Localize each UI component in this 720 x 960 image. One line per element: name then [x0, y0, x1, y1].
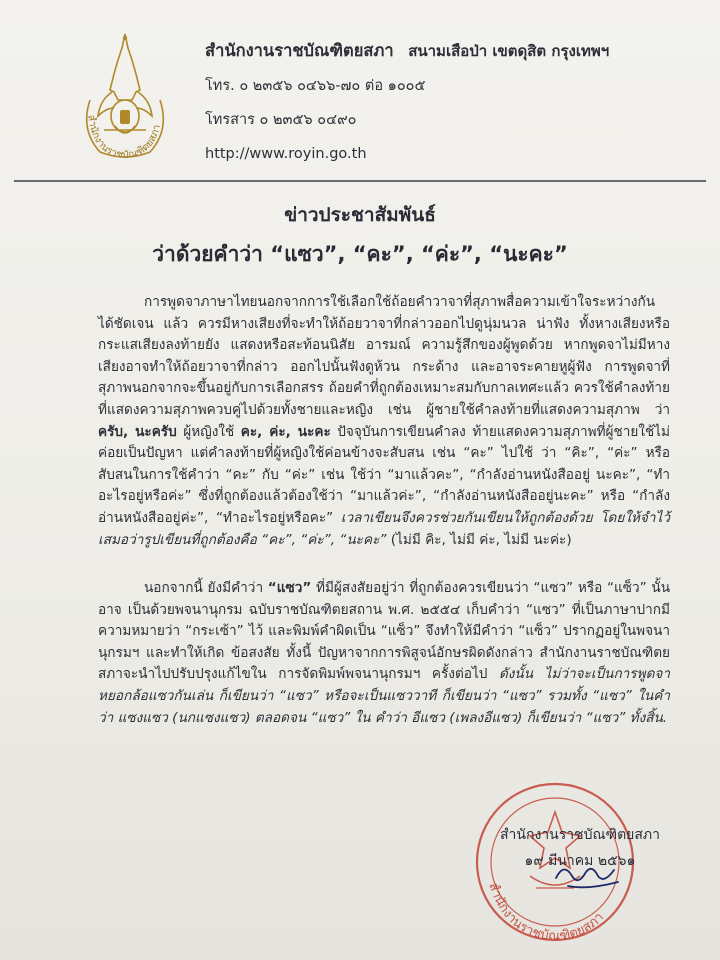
- p2-text-2: ที่มีผู้สงสัยอยู่ว่า ที่ถูกต้องควรเขียนว่า “แซว” หรือ “แซ็ว” นั้น อาจ เป็นด้วยพจนานุกรม ฉบับราชบัณฑิตยสถาน พ.ศ. ๒๕๕๔ เก็บคำว่า “แซว” ที่เป็นภาษาปากมีความหมายว่า “กระเซ้า” ไว้ และพิมพ์คำผิดเป็น “แซ็ว” จึงทำให้มีคำว่า “แซ็ว” ปรากฏอยู่ในพจนานุกรมฯ และทำให้เกิด ข้อสงสัย ทั้งนี้ ปัญหาจากการพิสูจน์อักษรผิดดังกล่าว สำนักงานราชบัณฑิตยสภาจะนำไปปรับปรุงแก้ไขใน การจัดพิมพ์พจนานุกรมฯ ครั้งต่อไป: [98, 580, 671, 683]
- p1-text-4: (ไม่มี คิะ, ไม่มี ค่ะ, ไม่มี นะค่ะ): [386, 531, 572, 548]
- document-title: ข่าวประชาสัมพันธ์: [284, 204, 436, 226]
- handwritten-signature: [548, 842, 628, 902]
- header-divider: [14, 180, 706, 182]
- royal-institute-logo: [70, 30, 180, 160]
- paragraph-1: [98, 292, 670, 551]
- org-name: สำนักงานราชบัณฑิตยสภา: [205, 41, 394, 60]
- p1-text-3: ปัจจุบันการเขียนคำลง ท้ายแสดงความสุภาพที่ผู้ชายใช้ไม่ค่อยเป็นปัญหา แต่คำลงท้ายที่ผู้หญิงใช้ค่อนข้างจะสับสน เช่น “คะ” ไปใช้ ว่า “คิะ”, “ค่ะ” หรือสับสนในการใช้คำว่า “คะ” กับ “ค่ะ” เช่น ใช้ว่า “มาแล้วคะ”, “กำลังอ่านหนังสืออยู่ นะคะ”, “ทำอะไรอยู่หรือค่ะ” ซึ่งที่ถูกต้องแล้วต้องใช้ว่า “มาแล้วค่ะ”, “กำลังอ่านหนังสืออยู่นะคะ” หรือ “กำลังอ่านหนังสืออยู่ค่ะ”, “ทำอะไรอยู่หรือคะ”: [98, 423, 670, 526]
- p1-bold-polite-female: คะ, ค่ะ, นะคะ: [240, 423, 331, 440]
- p1-bold-polite-male: ครับ, นะครับ: [98, 423, 177, 440]
- stamp-text: สำนักงานราชบัณฑิตยสภา: [485, 880, 608, 945]
- p1-text-2: ผู้หญิงใช้: [176, 423, 241, 440]
- p1-text-1: การพูดจาภาษาไทยนอกจากการใช้เลือกใช้ถ้อยคำวาจาที่สุภาพสื่อความเข้าใจระหว่างกันได้ชัดเจน แล้ว ควรมีหางเสียงที่จะทำให้ถ้อยวาจาที่กล่าวออกไปดูนุ่มนวล น่าฟัง ทั้งหางเสียงหรือกระแสเสียงลงท้ายยัง แสดงหรือสะท้อนนิสัย อารมณ์ ความรู้สึกของผู้พูดด้วย หากพูดจาไม่มีหางเสียงอาจทำให้ถ้อยวาจาที่กล่าว ออกไปนั้นฟังดูห้วน กระด้าง และอาจระคายหูผู้ฟัง การพูดจาที่สุภาพนอกจากจะขึ้นอยู่กับการเลือกสรร ถ้อยคำที่ถูกต้องเหมาะสมกับกาลเทศะแล้ว ควรใช้คำลงท้ายที่แสดงความสุภาพควบคู่ไปด้วยทั้งชายและหญิง เช่น ผู้ชายใช้คำลงท้ายที่แสดงความสุภาพ ว่า: [98, 294, 670, 418]
- p2-text-1: นอกจากนี้ ยังมีคำว่า: [144, 580, 268, 596]
- signing-office: สำนักงานราชบัณฑิตยสภา: [499, 827, 661, 843]
- org-location: สนามเสือป่า เขตดุสิต กรุงเทพฯ: [408, 42, 610, 60]
- phone-number: โทร. ๐ ๒๓๕๖ ๐๔๖๖-๗๐ ต่อ ๑๐๐๕: [205, 78, 426, 94]
- logo-text: สำนักงานราชบัณฑิตยสภา: [85, 114, 164, 160]
- letterhead-org-line: [205, 38, 685, 65]
- letterhead: [205, 38, 685, 167]
- p2-italic-conclusion: ดังนั้น ไม่ว่าจะเป็นการพูดจาหยอกล้อแซวกันเล่น ก็เขียนว่า “แซว” หรือจะเป็นแซววาที ก็เขียนว่า “แซว” รวมทั้ง “แซว” ในคำว่า แซงแซว (นกแซงแซว) ตลอดจน “แซว” ใน คำว่า อีแซว (เพลงอีแซว) ก็เขียนว่า “แซว” ทั้งสิ้น.: [98, 666, 670, 726]
- p2-bold-saew: “แซว”: [267, 580, 312, 596]
- p1-italic-rule: เวลาเขียนจึงควรช่วยกันเขียนให้ถูกต้องด้วย โดยให้จำไว้ เสมอว่ารูปเขียนที่ถูกต้องคือ “คะ”, “ค่ะ”, “นะคะ”: [98, 509, 670, 548]
- website-link[interactable]: http://www.royin.go.th: [205, 146, 367, 162]
- paragraph-2: [98, 578, 670, 729]
- document-subtitle: ว่าด้วยคำว่า “แซว”, “คะ”, “ค่ะ”, “นะคะ”: [152, 242, 568, 266]
- fax-number: โทรสาร ๐ ๒๓๕๖ ๐๔๙๐: [205, 112, 357, 128]
- signing-date: ๑๙ มีนาคม ๒๕๖๑: [524, 853, 636, 869]
